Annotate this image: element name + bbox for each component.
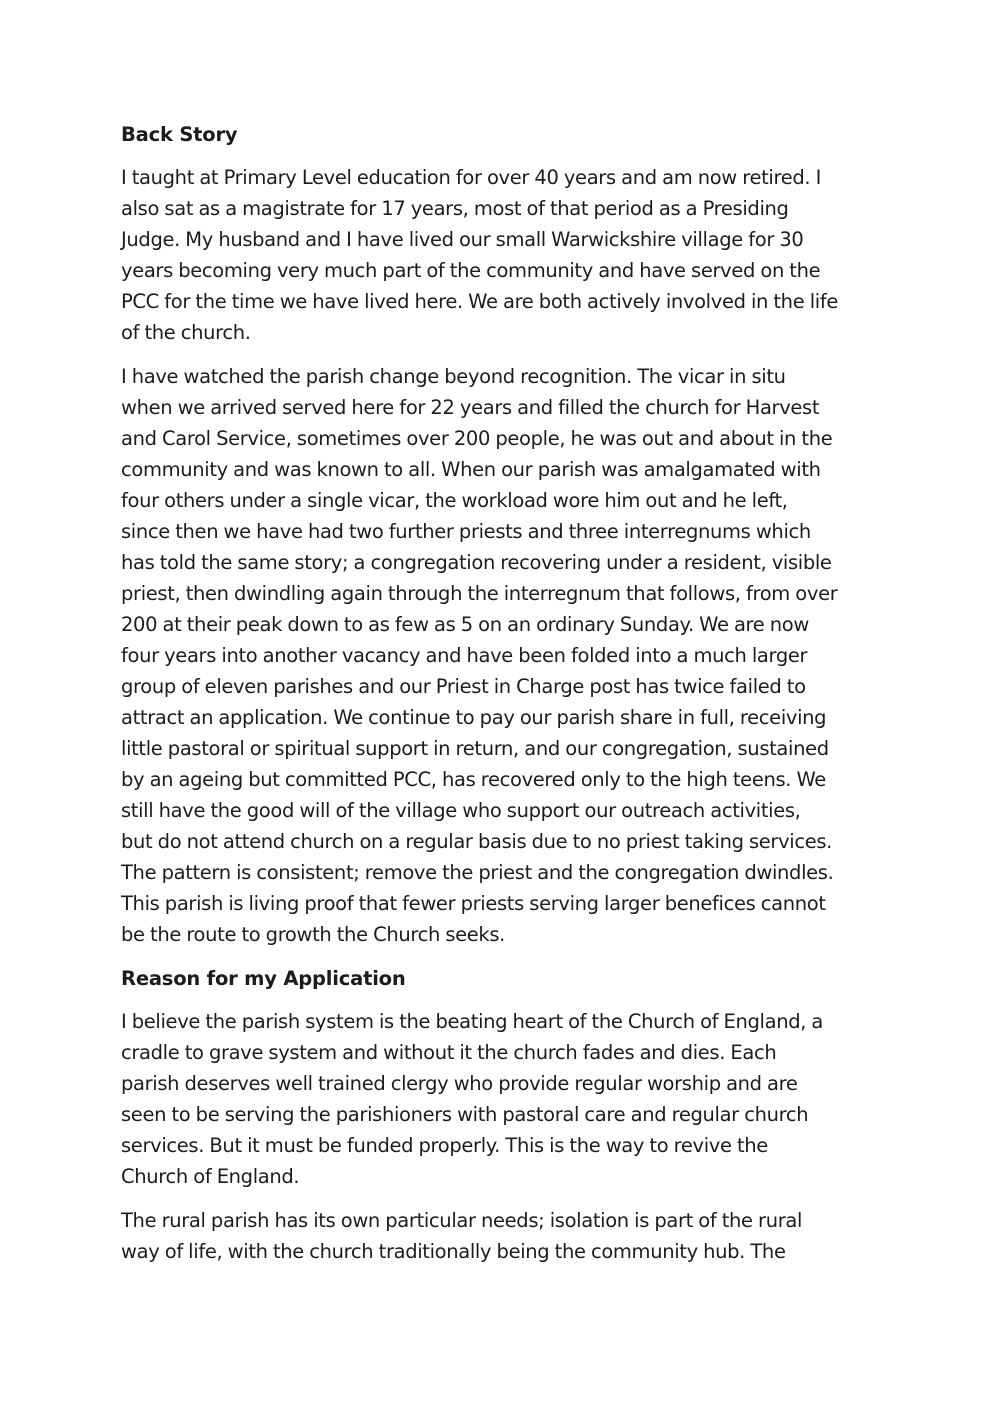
section-back-story xyxy=(121,119,891,950)
text-line: services. But it must be funded properly. This is the way to revive the xyxy=(121,1134,768,1157)
text-line: years becoming very much part of the community and have served on the xyxy=(121,259,821,282)
text-line: Judge. My husband and I have lived our small Warwickshire village for 30 xyxy=(121,228,804,251)
text-line: community and was known to all. When our parish was amalgamated with xyxy=(121,458,821,481)
section-heading: Reason for my Application xyxy=(121,967,406,990)
text-line: 200 at their peak down to as few as 5 on an ordinary Sunday. We are now xyxy=(121,613,809,636)
text-line: Church of England. xyxy=(121,1165,300,1188)
text-line: when we arrived served here for 22 years and filled the church for Harvest xyxy=(121,396,820,419)
text-line: The pattern is consistent; remove the priest and the congregation dwindles. xyxy=(121,861,834,884)
text-line: This parish is living proof that fewer priests serving larger benefices cannot xyxy=(121,892,826,915)
text-line: also sat as a magistrate for 17 years, most of that period as a Presiding xyxy=(121,197,789,220)
paragraph xyxy=(121,1205,891,1267)
text-line: parish deserves well trained clergy who provide regular worship and are xyxy=(121,1072,798,1095)
text-line: The rural parish has its own particular needs; isolation is part of the rural xyxy=(121,1209,803,1232)
text-line: still have the good will of the village who support our outreach activities, xyxy=(121,799,801,822)
section-reason-for-application xyxy=(121,963,891,1267)
paragraph xyxy=(121,361,891,950)
text-line: little pastoral or spiritual support in return, and our congregation, sustained xyxy=(121,737,829,760)
text-line: by an ageing but committed PCC, has recovered only to the high teens. We xyxy=(121,768,826,791)
paragraph xyxy=(121,162,891,348)
text-line: has told the same story; a congregation recovering under a resident, visible xyxy=(121,551,832,574)
text-line: I taught at Primary Level education for over 40 years and am now retired. I xyxy=(121,166,822,189)
section-heading: Back Story xyxy=(121,123,238,146)
text-line: way of life, with the church traditionally being the community hub. The xyxy=(121,1240,786,1263)
text-line: I believe the parish system is the beating heart of the Church of England, a xyxy=(121,1010,824,1033)
text-line: I have watched the parish change beyond recognition. The vicar in situ xyxy=(121,365,786,388)
text-line: four others under a single vicar, the workload wore him out and he left, xyxy=(121,489,788,512)
text-line: PCC for the time we have lived here. We are both actively involved in the life xyxy=(121,290,838,313)
text-line: of the church. xyxy=(121,321,251,344)
text-line: cradle to grave system and without it the church fades and dies. Each xyxy=(121,1041,777,1064)
text-line: four years into another vacancy and have been folded into a much larger xyxy=(121,644,808,667)
text-line: since then we have had two further priests and three interregnums which xyxy=(121,520,811,543)
paragraph xyxy=(121,1006,891,1192)
document-page xyxy=(121,119,891,1280)
text-line: but do not attend church on a regular basis due to no priest taking services. xyxy=(121,830,833,853)
text-line: seen to be serving the parishioners with pastoral care and regular church xyxy=(121,1103,809,1126)
text-line: group of eleven parishes and our Priest in Charge post has twice failed to xyxy=(121,675,806,698)
text-line: attract an application. We continue to pay our parish share in full, receiving xyxy=(121,706,827,729)
text-line: and Carol Service, sometimes over 200 people, he was out and about in the xyxy=(121,427,833,450)
text-line: priest, then dwindling again through the interregnum that follows, from over xyxy=(121,582,838,605)
text-line: be the route to growth the Church seeks. xyxy=(121,923,506,946)
